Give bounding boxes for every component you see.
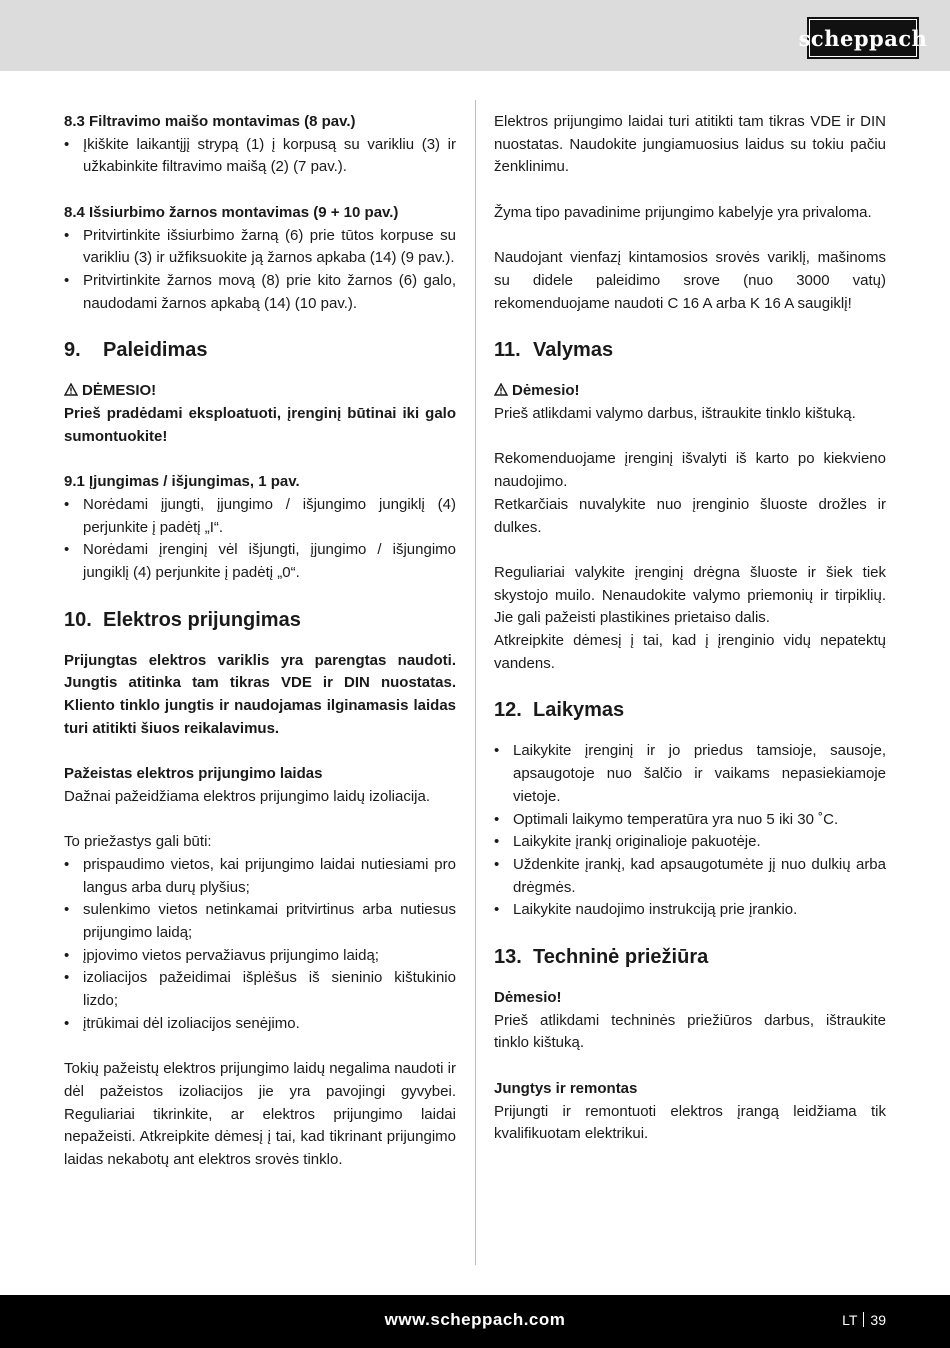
list-item: • Norėdami įjungti, įjungimo / išjungimo jungiklį (4) perjunkite į padėtį „I“.	[64, 494, 456, 539]
list-item: • Laikykite naudojimo instrukciją prie įrankio.	[494, 899, 886, 922]
repair-title: Jungtys ir remontas	[494, 1079, 638, 1097]
warning-13-text: Prieš atlikdami techninės priežiūros darbus, ištraukite tinklo kištuką.	[494, 1011, 886, 1052]
section-8-4-title: 8.4 Išsiurbimo žarnos montavimas (9 + 10 pav.)	[64, 203, 399, 221]
list-item: • įtrūkimai dėl izoliacijos senėjimo.	[64, 1013, 456, 1036]
website-link[interactable]: www.scheppach.com	[384, 1310, 566, 1329]
list-item: • prispaudimo vietos, kai prijungimo laidai nutiesiami pro langus arba durų plyšius;	[64, 854, 456, 899]
section-8-3-list	[64, 134, 456, 179]
section-9-1-list	[64, 494, 456, 585]
damaged-cable-text: Dažnai pažeidžiama elektros prijungimo laidų izoliacija.	[64, 787, 431, 805]
warning-11: Dėmesio!	[494, 380, 886, 403]
closing-paragraph: Tokių pažeistų elektros prijungimo laidų negalima naudoti ir dėl pažeistos izoliacijos jie yra pavojingi gyvybei. Reguliariai tikrinkite, ar elektros prijungimo laidai nepažeisti. Atkreipkite dėmesį į tai, kad tikrinant prijungimo laidas nekabotų ant elektros srovės tinklo.	[64, 1060, 456, 1169]
heading-9: 9. Paleidimas	[64, 339, 208, 362]
column-divider	[475, 100, 476, 1265]
footer-bar	[0, 1295, 950, 1348]
list-item: • izoliacijos pažeidimai išplėšus iš sieninio kištukinio lizdo;	[64, 967, 456, 1012]
warning-9-text: Prieš pradėdami eksploatuoti, įrenginį būtinai iki galo sumontuokite!	[64, 405, 456, 445]
heading-12: 12. Laikymas	[494, 699, 625, 722]
paragraph: Atkreipkite dėmesį į tai, kad į įrenginio vidų nepatektų vandens.	[494, 632, 886, 672]
damaged-cable-title: Pažeistas elektros prijungimo laidas	[64, 765, 323, 783]
warning-9: DĖMESIO!	[64, 380, 456, 403]
list-item: • Įkiškite laikantįjį strypą (1) į korpusą su varikliu (3) ir užkabinkite filtravimo maišą (2) (7 pav.).	[64, 134, 456, 179]
paragraph: Retkarčiais nuvalykite nuo įrenginio šluoste drožles ir dulkes.	[494, 495, 886, 536]
heading-10: 10. Elektros prijungimas	[64, 608, 301, 631]
left-column	[64, 111, 456, 1172]
paragraph: Žyma tipo pavadinime prijungimo kabelyje yra privaloma.	[494, 203, 872, 221]
section-8-4-list	[64, 225, 456, 316]
paragraph: Rekomenduojame įrenginį išvalyti iš karto po kiekvieno naudojimo.	[494, 450, 886, 491]
list-item: • Pritvirtinkite išsiurbimo žarną (6) prie tūtos korpuse su varikliu (3) ir užfiksuokite ją žarnos apkaba (14) (9 pav.).	[64, 225, 456, 270]
repair-text: Prijungti ir remontuoti elektros įrangą leidžiama tik kvalifikuotam elektrikui.	[494, 1102, 886, 1143]
heading-11: 11. Valymas	[494, 339, 614, 362]
list-item: • Optimali laikymo temperatūra yra nuo 5 iki 30 ˚C.	[494, 809, 886, 832]
list-item: • Norėdami įrenginį vėl išjungti, įjungimo / išjungimo jungiklį (4) perjunkite į padėtį „0“.	[64, 539, 456, 584]
warning-13: Dėmesio!	[494, 989, 562, 1007]
heading-13: 13. Techninė priežiūra	[494, 946, 709, 969]
storage-list	[494, 740, 886, 922]
list-item: • įpjovimo vietos pervažiavus prijungimo laidą;	[64, 945, 456, 968]
causes-list	[64, 854, 456, 1036]
list-item: • sulenkimo vietos netinkamai pritvirtinus arba nutiesus prijungimo laidą;	[64, 899, 456, 944]
paragraph: Reguliariai valykite įrenginį drėgna šluoste ir šiek tiek skystojo muilo. Nenaudokite valymo priemonių ir tirpiklių. Jie gali pažeisti plastikines prietaiso dalis.	[494, 563, 886, 627]
right-column	[494, 111, 886, 1146]
section-9-1-title: 9.1 Įjungimas / išjungimas, 1 pav.	[64, 473, 300, 491]
section-8-3-title: 8.3 Filtravimo maišo montavimas (8 pav.)	[64, 113, 356, 130]
list-item: • Laikykite įrenginį ir jo priedus tamsioje, sausoje, apsaugotoje nuo šalčio ir vaikams nepasiekiamoje vietoje.	[494, 740, 886, 808]
paragraph: Elektros prijungimo laidai turi atitikti tam tikras VDE ir DIN nuostatas. Naudokite jungiamuosius laidus su tokiu pačiu ženklinimu.	[494, 113, 886, 176]
list-item: • Uždenkite įrankį, kad apsaugotumėte jį nuo dulkių arba drėgmės.	[494, 854, 886, 899]
section-10-intro: Prijungtas elektros variklis yra parengtas naudoti. Jungtis atitinka tam tikras VDE ir DIN nuostatas. Kliento tinklo jungtis ir naudojamas ilginamasis laidas turi atitikti šiuos reikalavimus.	[64, 651, 456, 737]
list-item: • Pritvirtinkite žarnos movą (8) prie kito žarnos (6) galo, naudodami žarnos apkabą (14) (10 pav.).	[64, 270, 456, 315]
brand-logo: scheppach	[807, 17, 919, 59]
causes-intro: To priežastys gali būti:	[64, 833, 212, 851]
page-number: LT 39	[842, 1312, 886, 1328]
list-item: • Laikykite įrankį originalioje pakuotėje.	[494, 831, 886, 854]
paragraph: Naudojant vienfazį kintamosios srovės variklį, mašinoms su didele paleidimo srove (nuo 3000 vatų) rekomenduojame naudoti C 16 A arba K 16 A saugiklį!	[494, 249, 886, 312]
warning-11-text: Prieš atlikdami valymo darbus, ištraukite tinklo kištuką.	[494, 405, 856, 422]
header-bar	[0, 0, 950, 71]
